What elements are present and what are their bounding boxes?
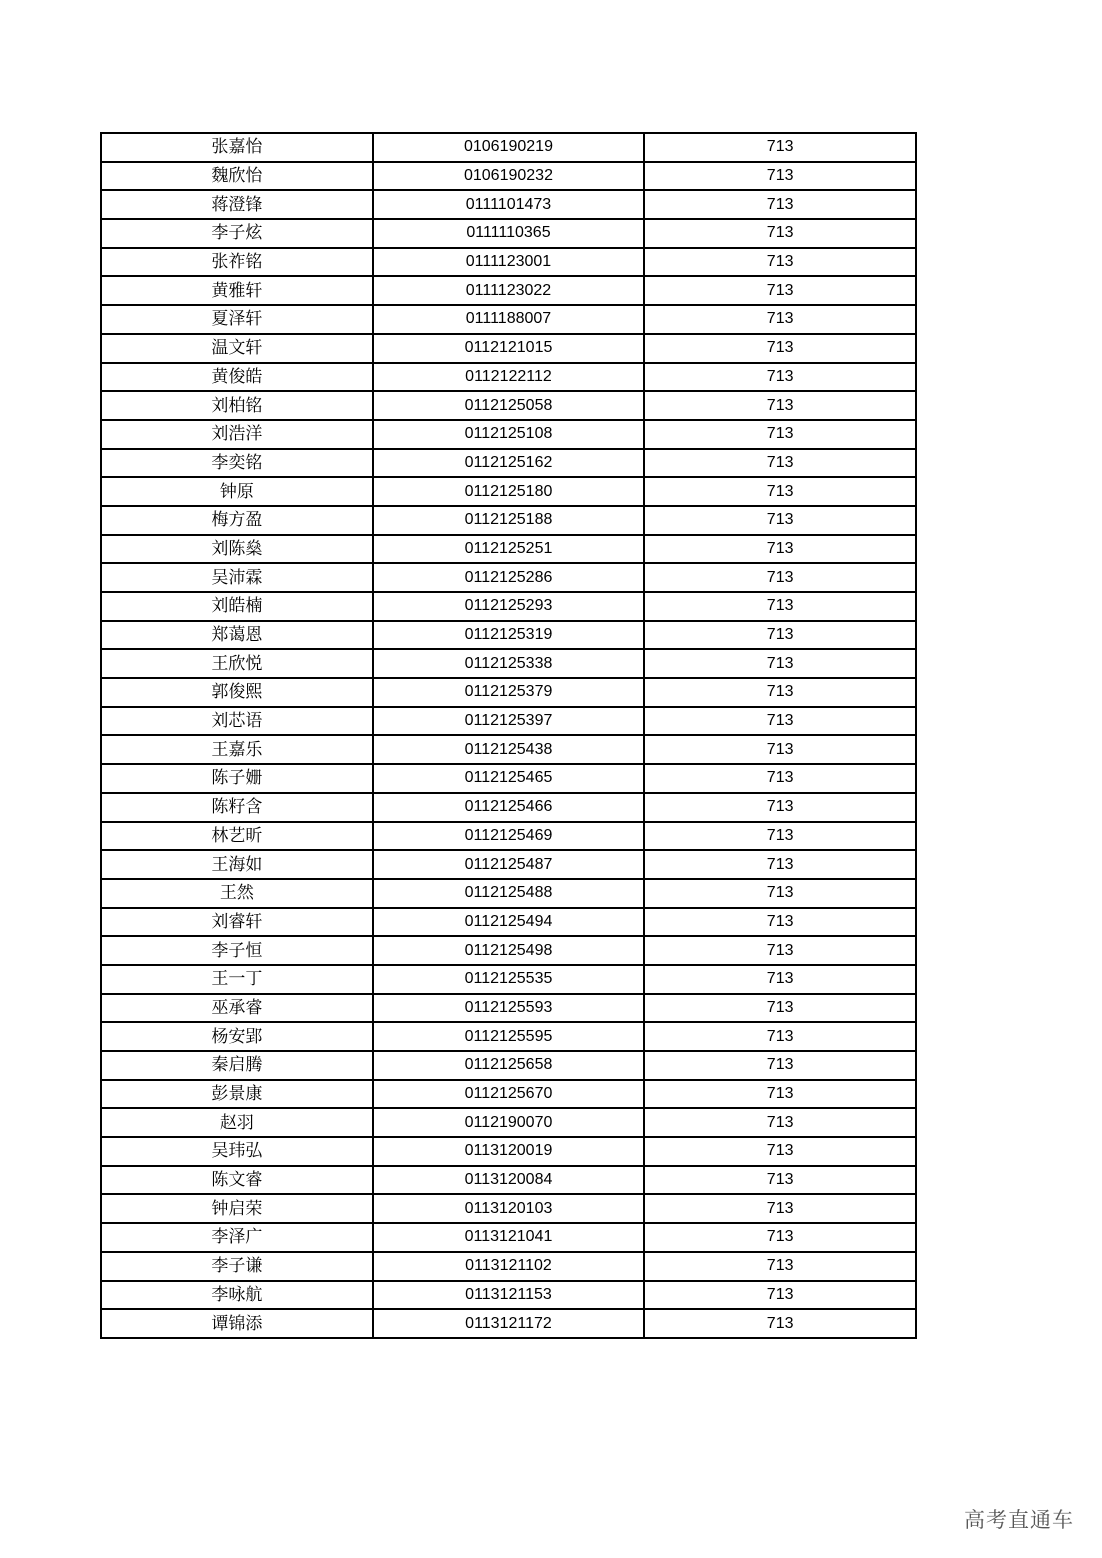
exam-id-cell: 0106190232 (373, 162, 645, 191)
exam-id-cell: 0112125058 (373, 391, 645, 420)
score-cell: 713 (644, 477, 916, 506)
student-name-cell: 林艺昕 (101, 822, 373, 851)
student-name-cell: 吴沛霖 (101, 563, 373, 592)
student-name-cell: 张嘉怡 (101, 133, 373, 162)
score-cell: 713 (644, 133, 916, 162)
exam-id-cell: 0112125595 (373, 1022, 645, 1051)
score-cell: 713 (644, 248, 916, 277)
exam-id-cell: 0112125397 (373, 707, 645, 736)
table-row (101, 305, 916, 334)
student-name-cell: 王然 (101, 879, 373, 908)
score-cell: 713 (644, 879, 916, 908)
table-row (101, 592, 916, 621)
score-cell: 713 (644, 190, 916, 219)
table-row (101, 735, 916, 764)
student-name-cell: 张祚铭 (101, 248, 373, 277)
exam-id-cell: 0112125180 (373, 477, 645, 506)
score-table (100, 132, 917, 1339)
table-row (101, 1223, 916, 1252)
exam-id-cell: 0111123001 (373, 248, 645, 277)
exam-id-cell: 0111101473 (373, 190, 645, 219)
table-row (101, 563, 916, 592)
student-name-cell: 彭景康 (101, 1080, 373, 1109)
table-row (101, 793, 916, 822)
table-row (101, 276, 916, 305)
exam-id-cell: 0113120103 (373, 1194, 645, 1223)
exam-id-cell: 0112125487 (373, 850, 645, 879)
student-name-cell: 魏欣怡 (101, 162, 373, 191)
score-cell: 713 (644, 621, 916, 650)
score-cell: 713 (644, 1137, 916, 1166)
table-row (101, 219, 916, 248)
student-name-cell: 秦启腾 (101, 1051, 373, 1080)
student-name-cell: 吴玮弘 (101, 1137, 373, 1166)
table-row (101, 707, 916, 736)
student-name-cell: 郑蔼恩 (101, 621, 373, 650)
table-row (101, 1108, 916, 1137)
exam-id-cell: 0112125670 (373, 1080, 645, 1109)
score-cell: 713 (644, 707, 916, 736)
table-row (101, 248, 916, 277)
table-row (101, 506, 916, 535)
exam-id-cell: 0112125188 (373, 506, 645, 535)
student-name-cell: 刘陈燊 (101, 535, 373, 564)
score-cell: 713 (644, 162, 916, 191)
table-row (101, 678, 916, 707)
exam-id-cell: 0112125535 (373, 965, 645, 994)
student-name-cell: 黄雅轩 (101, 276, 373, 305)
student-name-cell: 刘睿轩 (101, 908, 373, 937)
score-cell: 713 (644, 1051, 916, 1080)
table-row (101, 1137, 916, 1166)
score-cell: 713 (644, 219, 916, 248)
score-cell: 713 (644, 1166, 916, 1195)
score-cell: 713 (644, 305, 916, 334)
exam-id-cell: 0112125498 (373, 936, 645, 965)
score-cell: 713 (644, 1252, 916, 1281)
student-name-cell: 李子恒 (101, 936, 373, 965)
exam-id-cell: 0112125488 (373, 879, 645, 908)
exam-id-cell: 0112125494 (373, 908, 645, 937)
student-name-cell: 郭俊熙 (101, 678, 373, 707)
table-row (101, 908, 916, 937)
exam-id-cell: 0111110365 (373, 219, 645, 248)
exam-id-cell: 0113120084 (373, 1166, 645, 1195)
student-name-cell: 陈文睿 (101, 1166, 373, 1195)
table-row (101, 1022, 916, 1051)
student-name-cell: 刘柏铭 (101, 391, 373, 420)
exam-id-cell: 0113121172 (373, 1309, 645, 1338)
student-name-cell: 刘浩洋 (101, 420, 373, 449)
score-cell: 713 (644, 735, 916, 764)
exam-id-cell: 0106190219 (373, 133, 645, 162)
table-row (101, 822, 916, 851)
table-row (101, 190, 916, 219)
table-row (101, 449, 916, 478)
table-row (101, 994, 916, 1023)
score-cell: 713 (644, 822, 916, 851)
table-row (101, 477, 916, 506)
exam-id-cell: 0112125251 (373, 535, 645, 564)
table-row (101, 420, 916, 449)
exam-id-cell: 0112125466 (373, 793, 645, 822)
table-row (101, 879, 916, 908)
student-name-cell: 李泽广 (101, 1223, 373, 1252)
student-name-cell: 刘芯语 (101, 707, 373, 736)
exam-id-cell: 0112125286 (373, 563, 645, 592)
score-cell: 713 (644, 276, 916, 305)
score-cell: 713 (644, 908, 916, 937)
table-row (101, 1309, 916, 1338)
exam-id-cell: 0112190070 (373, 1108, 645, 1137)
student-name-cell: 蒋澄锋 (101, 190, 373, 219)
exam-id-cell: 0112125593 (373, 994, 645, 1023)
exam-id-cell: 0112121015 (373, 334, 645, 363)
exam-id-cell: 0112125108 (373, 420, 645, 449)
table-row (101, 162, 916, 191)
score-cell: 713 (644, 793, 916, 822)
score-cell: 713 (644, 1022, 916, 1051)
student-name-cell: 李子谦 (101, 1252, 373, 1281)
student-name-cell: 钟原 (101, 477, 373, 506)
student-name-cell: 王欣悦 (101, 649, 373, 678)
student-name-cell: 陈籽含 (101, 793, 373, 822)
student-name-cell: 李咏航 (101, 1281, 373, 1310)
student-name-cell: 梅方盈 (101, 506, 373, 535)
table-row (101, 1051, 916, 1080)
exam-id-cell: 0111123022 (373, 276, 645, 305)
score-cell: 713 (644, 449, 916, 478)
exam-id-cell: 0112125338 (373, 649, 645, 678)
table-row (101, 334, 916, 363)
exam-id-cell: 0113120019 (373, 1137, 645, 1166)
exam-id-cell: 0112125438 (373, 735, 645, 764)
table-row (101, 1252, 916, 1281)
score-cell: 713 (644, 592, 916, 621)
table-row (101, 764, 916, 793)
score-cell: 713 (644, 563, 916, 592)
student-name-cell: 巫承睿 (101, 994, 373, 1023)
student-name-cell: 钟启荣 (101, 1194, 373, 1223)
student-name-cell: 刘皓楠 (101, 592, 373, 621)
student-name-cell: 温文轩 (101, 334, 373, 363)
table-row (101, 1080, 916, 1109)
table-row (101, 1281, 916, 1310)
exam-id-cell: 0113121102 (373, 1252, 645, 1281)
score-cell: 713 (644, 1108, 916, 1137)
table-row (101, 621, 916, 650)
score-cell: 713 (644, 363, 916, 392)
student-name-cell: 谭锦添 (101, 1309, 373, 1338)
score-cell: 713 (644, 1281, 916, 1310)
score-cell: 713 (644, 1080, 916, 1109)
score-cell: 713 (644, 936, 916, 965)
student-name-cell: 李奕铭 (101, 449, 373, 478)
score-cell: 713 (644, 649, 916, 678)
exam-id-cell: 0112125319 (373, 621, 645, 650)
exam-id-cell: 0113121041 (373, 1223, 645, 1252)
table-row (101, 133, 916, 162)
table-row (101, 535, 916, 564)
table-row (101, 936, 916, 965)
exam-id-cell: 0112125465 (373, 764, 645, 793)
exam-id-cell: 0113121153 (373, 1281, 645, 1310)
table-row (101, 1194, 916, 1223)
student-name-cell: 黄俊皓 (101, 363, 373, 392)
score-cell: 713 (644, 764, 916, 793)
score-cell: 713 (644, 678, 916, 707)
exam-id-cell: 0111188007 (373, 305, 645, 334)
score-cell: 713 (644, 850, 916, 879)
table-row (101, 363, 916, 392)
student-name-cell: 陈子姗 (101, 764, 373, 793)
watermark-text: 高考直通车 (964, 1508, 1074, 1532)
exam-id-cell: 0112125293 (373, 592, 645, 621)
score-cell: 713 (644, 1194, 916, 1223)
table-row (101, 649, 916, 678)
student-name-cell: 李子炫 (101, 219, 373, 248)
table-row (101, 850, 916, 879)
score-table-body (101, 133, 916, 1338)
student-name-cell: 夏泽轩 (101, 305, 373, 334)
table-row (101, 965, 916, 994)
student-name-cell: 王海如 (101, 850, 373, 879)
table-row (101, 391, 916, 420)
exam-id-cell: 0112122112 (373, 363, 645, 392)
score-cell: 713 (644, 994, 916, 1023)
score-cell: 713 (644, 391, 916, 420)
score-cell: 713 (644, 420, 916, 449)
table-row (101, 1166, 916, 1195)
score-cell: 713 (644, 1309, 916, 1338)
score-cell: 713 (644, 506, 916, 535)
exam-id-cell: 0112125379 (373, 678, 645, 707)
exam-id-cell: 0112125162 (373, 449, 645, 478)
score-cell: 713 (644, 965, 916, 994)
score-cell: 713 (644, 535, 916, 564)
score-cell: 713 (644, 1223, 916, 1252)
exam-id-cell: 0112125658 (373, 1051, 645, 1080)
score-cell: 713 (644, 334, 916, 363)
student-name-cell: 王嘉乐 (101, 735, 373, 764)
student-name-cell: 王一丁 (101, 965, 373, 994)
student-name-cell: 杨安郢 (101, 1022, 373, 1051)
student-name-cell: 赵羽 (101, 1108, 373, 1137)
exam-id-cell: 0112125469 (373, 822, 645, 851)
